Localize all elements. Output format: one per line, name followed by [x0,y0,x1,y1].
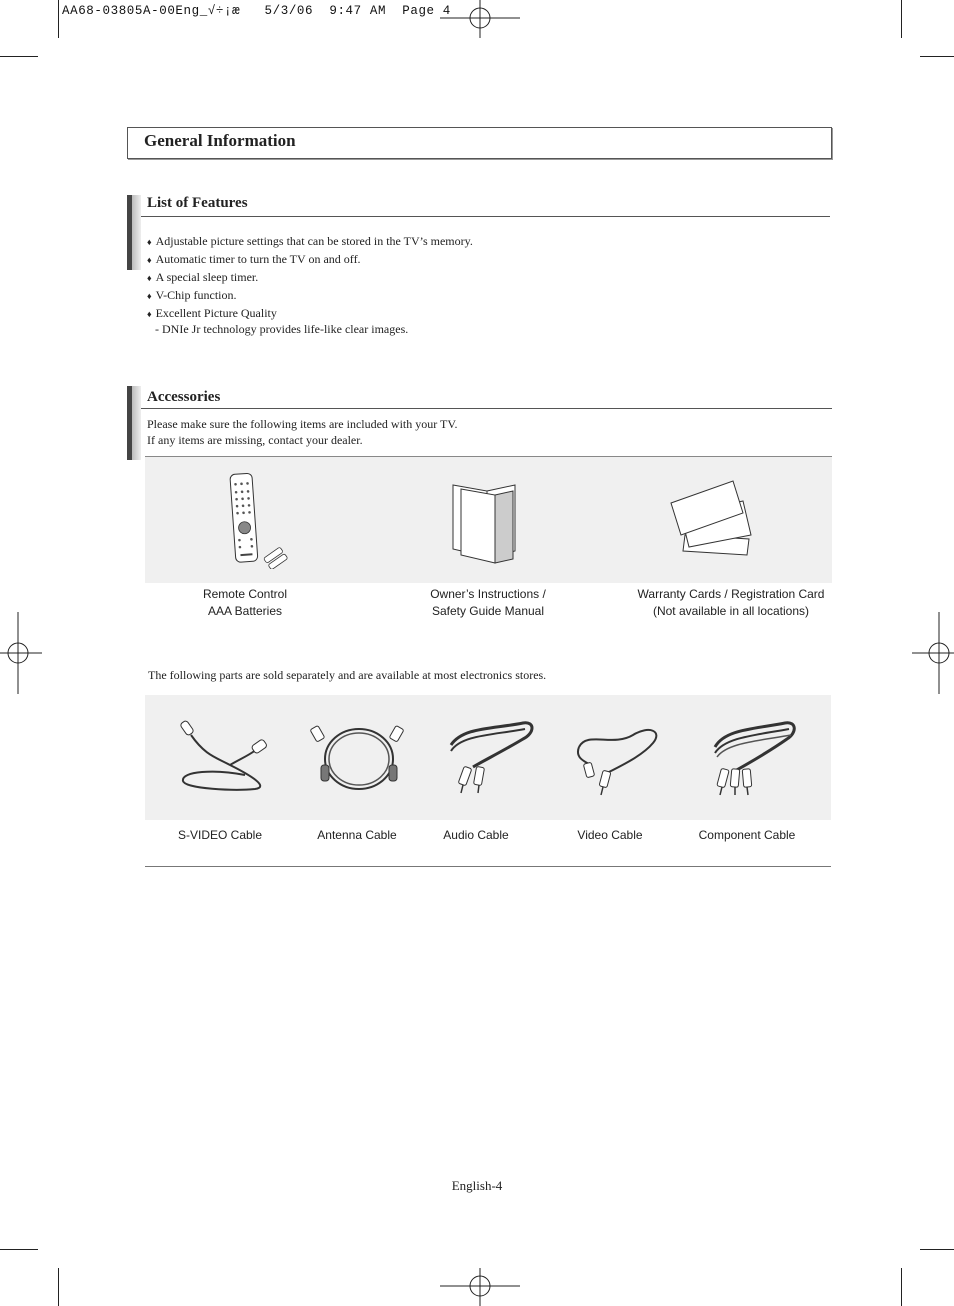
registration-mark-top [440,0,520,40]
feature-item: ♦ Excellent Picture Quality [147,306,277,320]
optional-caption-video: Video Cable [577,828,643,842]
s-video-cable-icon [175,715,275,795]
bottom-divider [145,866,831,867]
registration-mark-left [0,612,42,694]
feature-item: ♦ Adjustable picture settings that can be stored in the TV’s memory. [147,234,473,248]
warranty-card-icon [667,475,757,557]
feature-item: ♦ V-Chip function. [147,288,237,302]
print-header: AA68-03805A-00Eng_√÷¡æ 5/3/06 9:47 AM Page 4 [62,4,451,18]
audio-cable-icon [443,717,539,797]
accessories-intro-line2: If any items are missing, contact your dealer. [147,433,363,447]
remote-control-icon [225,469,295,569]
accessory-caption-warranty: Warranty Cards / Registration Card (Not available in all locations) [637,587,825,618]
diamond-bullet-icon: ♦ [147,309,152,319]
feature-item: ♦ A special sleep timer. [147,270,259,284]
sold-separately-note: The following parts are sold separately and are available at most electronics stores. [148,668,547,682]
page-number: English-4 [451,1178,503,1193]
diamond-bullet-icon: ♦ [147,237,152,247]
included-items-panel [145,456,832,583]
feature-sub-item: - DNIe Jr technology provides life-like clear images. [155,322,409,336]
page-title: General Information [144,131,296,150]
optional-caption-audio: Audio Cable [443,828,509,842]
component-cable-icon [705,717,801,801]
video-cable-icon [573,721,663,801]
accessory-caption-remote: Remote Control AAA Batteries [202,587,288,618]
registration-mark-right [912,612,954,694]
accessories-rule [141,408,832,409]
antenna-cable-icon [307,713,407,797]
accessories-intro-line1: Please make sure the following items are included with your TV. [147,417,458,431]
optional-caption-s-video: S-VIDEO Cable [177,828,263,842]
accessories-section-bar [127,386,141,460]
diamond-bullet-icon: ♦ [147,255,152,265]
accessory-caption-manual: Owner’s Instructions / Safety Guide Manual [430,587,546,618]
registration-mark-bottom [440,1266,520,1306]
optional-items-panel [145,695,831,820]
optional-caption-component: Component Cable [698,828,796,842]
features-rule [141,216,830,217]
diamond-bullet-icon: ♦ [147,291,152,301]
features-section-bar [127,195,141,270]
diamond-bullet-icon: ♦ [147,273,152,283]
manual-booklet-icon [445,479,525,567]
feature-item: ♦ Automatic timer to turn the TV on and off. [147,252,361,266]
accessories-heading: Accessories [147,389,221,405]
features-heading: List of Features [147,195,248,211]
optional-caption-antenna: Antenna Cable [317,828,397,842]
